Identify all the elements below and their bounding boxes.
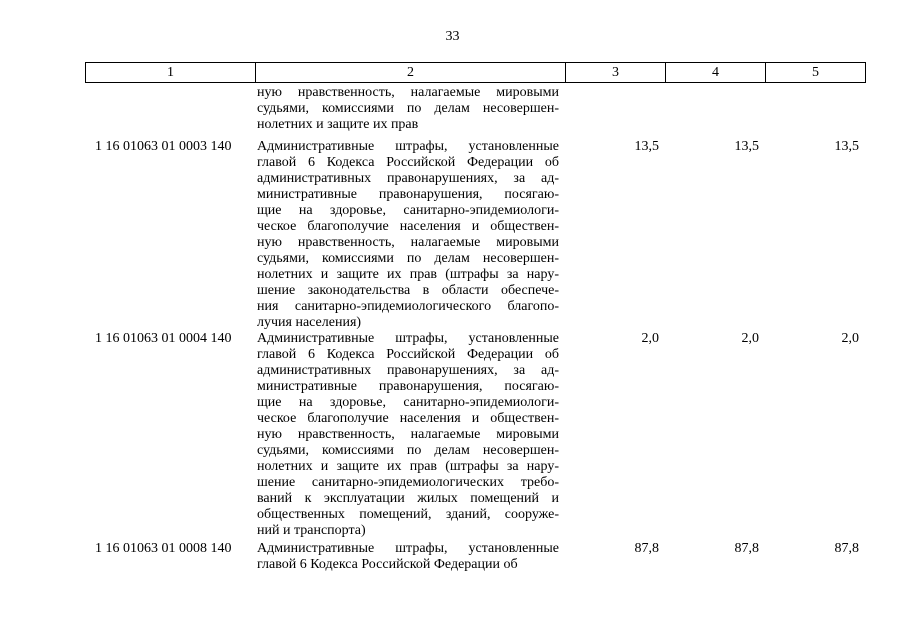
- description-line: ную нравственность, налагаемые мировыми: [257, 85, 559, 100]
- description-line: министративные правонарушения, посягаю-: [257, 187, 559, 202]
- description-line: главой 6 Кодекса Российской Федерации об: [257, 557, 518, 572]
- column-header-1: 1: [86, 63, 256, 83]
- description-line: ваний к эксплуатации жилых помещений и: [257, 491, 559, 506]
- table-row: [85, 541, 865, 573]
- description-line: главой 6 Кодекса Российской Федерации об: [257, 155, 559, 170]
- description-line: щие на здоровье, санитарно-эпидемиологи-: [257, 203, 559, 218]
- row-description: [257, 139, 559, 331]
- row-description: [257, 85, 559, 133]
- row-value-c5: 2,0: [841, 331, 859, 346]
- row-value-c4: 2,0: [741, 331, 759, 346]
- description-line: ческое благополучие населения и обществен-: [257, 411, 559, 426]
- row-value-c5: 13,5: [834, 139, 859, 154]
- description-line: Административные штрафы, установленные: [257, 331, 559, 346]
- description-line: нолетних и защите их прав (штрафы за нару-: [257, 459, 559, 474]
- row-value-c4: 87,8: [734, 541, 759, 556]
- row-value-c3: 87,8: [634, 541, 659, 556]
- table-row: [85, 85, 865, 133]
- table-row: [85, 139, 865, 331]
- page-number: 33: [445, 29, 460, 44]
- description-line: ний и транспорта): [257, 523, 366, 538]
- description-line: щие на здоровье, санитарно-эпидемиологи-: [257, 395, 559, 410]
- column-header-2: 2: [256, 63, 566, 83]
- description-line: судьями, комиссиями по делам несовершен-: [257, 101, 559, 116]
- description-line: судьями, комиссиями по делам несовершен-: [257, 251, 559, 266]
- description-line: ную нравственность, налагаемые мировыми: [257, 235, 559, 250]
- row-value-c4: 13,5: [734, 139, 759, 154]
- column-header-5: 5: [766, 63, 866, 83]
- column-header-table: [85, 62, 866, 83]
- description-line: судьями, комиссиями по делам несовершен-: [257, 443, 559, 458]
- row-description: [257, 541, 559, 573]
- description-line: ния санитарно-эпидемиологического благопо-: [257, 299, 559, 314]
- description-line: министративные правонарушения, посягаю-: [257, 379, 559, 394]
- description-line: общественных помещений, зданий, сооруже-: [257, 507, 559, 522]
- table-row: [85, 331, 865, 539]
- description-line: Административные штрафы, установленные: [257, 139, 559, 154]
- column-header-row: [86, 63, 866, 83]
- description-line: Административные штрафы, установленные: [257, 541, 559, 556]
- description-line: ческое благополучие населения и обществен-: [257, 219, 559, 234]
- description-line: шение санитарно-эпидемиологических требо-: [257, 475, 559, 490]
- description-line: лучия населения): [257, 315, 362, 330]
- row-value-c5: 87,8: [834, 541, 859, 556]
- description-line: ную нравственность, налагаемые мировыми: [257, 427, 559, 442]
- row-value-c3: 2,0: [641, 331, 659, 346]
- row-value-c3: 13,5: [634, 139, 659, 154]
- description-line: нолетних и защите их прав (штрафы за нару-: [257, 267, 559, 282]
- row-code: 1 16 01063 01 0003 140: [95, 139, 232, 154]
- description-line: главой 6 Кодекса Российской Федерации об: [257, 347, 559, 362]
- column-header-4: 4: [666, 63, 766, 83]
- description-line: административных правонарушениях, за ад-: [257, 363, 559, 378]
- description-line: нолетних и защите их прав: [257, 117, 419, 132]
- description-line: шение законодательства в области обеспече-: [257, 283, 559, 298]
- row-description: [257, 331, 559, 539]
- row-code: 1 16 01063 01 0004 140: [95, 331, 232, 346]
- row-code: 1 16 01063 01 0008 140: [95, 541, 232, 556]
- description-line: административных правонарушениях, за ад-: [257, 171, 559, 186]
- column-header-3: 3: [566, 63, 666, 83]
